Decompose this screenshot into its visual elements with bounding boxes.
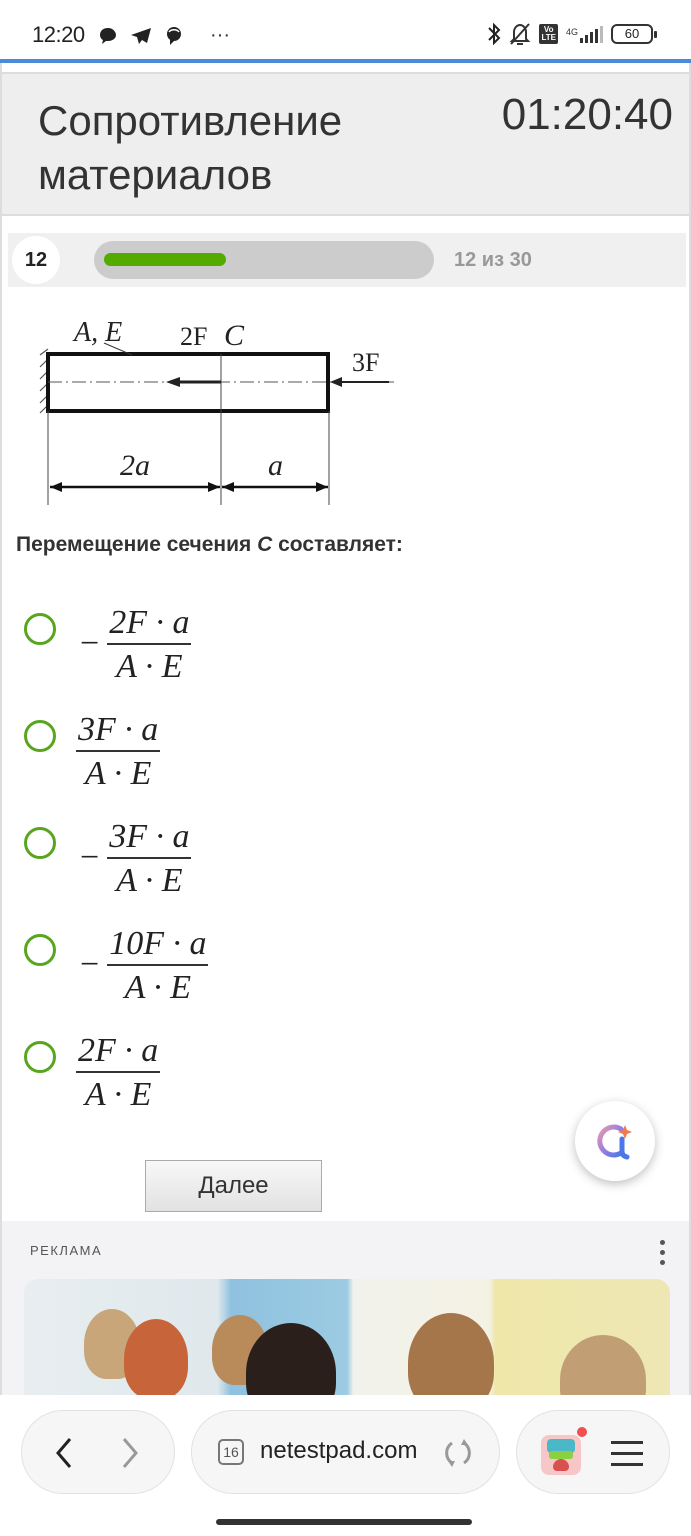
formula: $\frac{3F \cdot a}{A \cdot E}$ bbox=[78, 711, 159, 792]
hamburger-menu-icon[interactable] bbox=[611, 1437, 643, 1469]
formula: $\frac{2F \cdot a}{A \cdot E}$ bbox=[78, 1032, 159, 1113]
bell-muted-icon bbox=[509, 22, 531, 46]
battery-icon: 60 bbox=[611, 24, 653, 44]
ad-more-icon[interactable] bbox=[657, 1235, 667, 1270]
url-text[interactable]: netestpad.com bbox=[260, 1437, 418, 1464]
test-header bbox=[2, 72, 689, 216]
web-page bbox=[0, 63, 691, 1395]
ad-image[interactable] bbox=[24, 1279, 670, 1395]
answer-option-3[interactable] bbox=[24, 817, 208, 924]
ai-search-icon bbox=[575, 1101, 655, 1181]
radio-button[interactable] bbox=[24, 613, 56, 645]
radio-button[interactable] bbox=[24, 934, 56, 966]
chat-bubble-icon bbox=[98, 26, 118, 46]
more-dots-icon: ··· bbox=[210, 24, 230, 46]
volte-icon: Vo LTE bbox=[541, 25, 556, 42]
forward-icon[interactable] bbox=[118, 1435, 142, 1471]
clock: 12:20 bbox=[32, 22, 85, 47]
game-app-icon[interactable] bbox=[541, 1435, 581, 1475]
reload-icon[interactable] bbox=[442, 1437, 474, 1469]
progress-bar bbox=[94, 241, 434, 279]
ai-assistant-button[interactable] bbox=[575, 1101, 655, 1181]
telegram-icon bbox=[130, 26, 152, 46]
label-2f: 2F bbox=[180, 322, 208, 351]
notification-dot bbox=[577, 1427, 587, 1437]
back-icon[interactable] bbox=[52, 1435, 76, 1471]
formula: − $\frac{3F \cdot a}{A \cdot E}$ bbox=[80, 818, 190, 899]
label-2a: 2a bbox=[120, 449, 150, 482]
signal-4g-icon: 4G bbox=[566, 26, 603, 43]
navigation-buttons bbox=[21, 1410, 175, 1494]
formula: − $\frac{2F \cdot a}{A \cdot E}$ bbox=[80, 604, 190, 685]
formula: − $\frac{10F \cdot a}{A \cdot E}$ bbox=[80, 925, 207, 1006]
countdown-timer: 01:20:40 bbox=[501, 90, 673, 139]
status-bar bbox=[0, 0, 691, 60]
answer-option-2[interactable] bbox=[24, 710, 208, 817]
label-c: C bbox=[224, 319, 245, 352]
radio-button[interactable] bbox=[24, 1041, 56, 1073]
progress-label: 12 из 30 bbox=[454, 249, 532, 271]
tab-count-icon[interactable]: 16 bbox=[218, 1439, 244, 1465]
radio-button[interactable] bbox=[24, 720, 56, 752]
progress-row bbox=[8, 233, 686, 287]
next-button[interactable]: Далее bbox=[145, 1160, 322, 1212]
page-title: Сопротивление материалов bbox=[38, 97, 343, 198]
message-icon bbox=[164, 26, 184, 46]
menu-pill bbox=[516, 1410, 670, 1494]
label-ae: A, E bbox=[74, 317, 123, 348]
progress-bar-fill bbox=[104, 253, 226, 266]
answer-option-4[interactable] bbox=[24, 924, 208, 1031]
answer-option-5[interactable] bbox=[24, 1031, 208, 1138]
bluetooth-icon bbox=[487, 22, 501, 46]
label-a: a bbox=[268, 449, 283, 482]
ad-block bbox=[2, 1221, 689, 1395]
radio-button[interactable] bbox=[24, 827, 56, 859]
question-text: Перемещение сечения C составляет: bbox=[16, 533, 403, 556]
question-number-badge: 12 bbox=[12, 236, 60, 284]
label-3f: 3F bbox=[352, 348, 380, 377]
browser-toolbar bbox=[0, 1395, 691, 1536]
beam-diagram bbox=[24, 305, 404, 505]
ad-label: РЕКЛАМА bbox=[30, 1243, 103, 1258]
answer-option-1[interactable] bbox=[24, 603, 208, 710]
home-indicator[interactable] bbox=[216, 1519, 472, 1525]
address-bar[interactable] bbox=[191, 1410, 500, 1494]
answer-options bbox=[24, 603, 208, 1138]
